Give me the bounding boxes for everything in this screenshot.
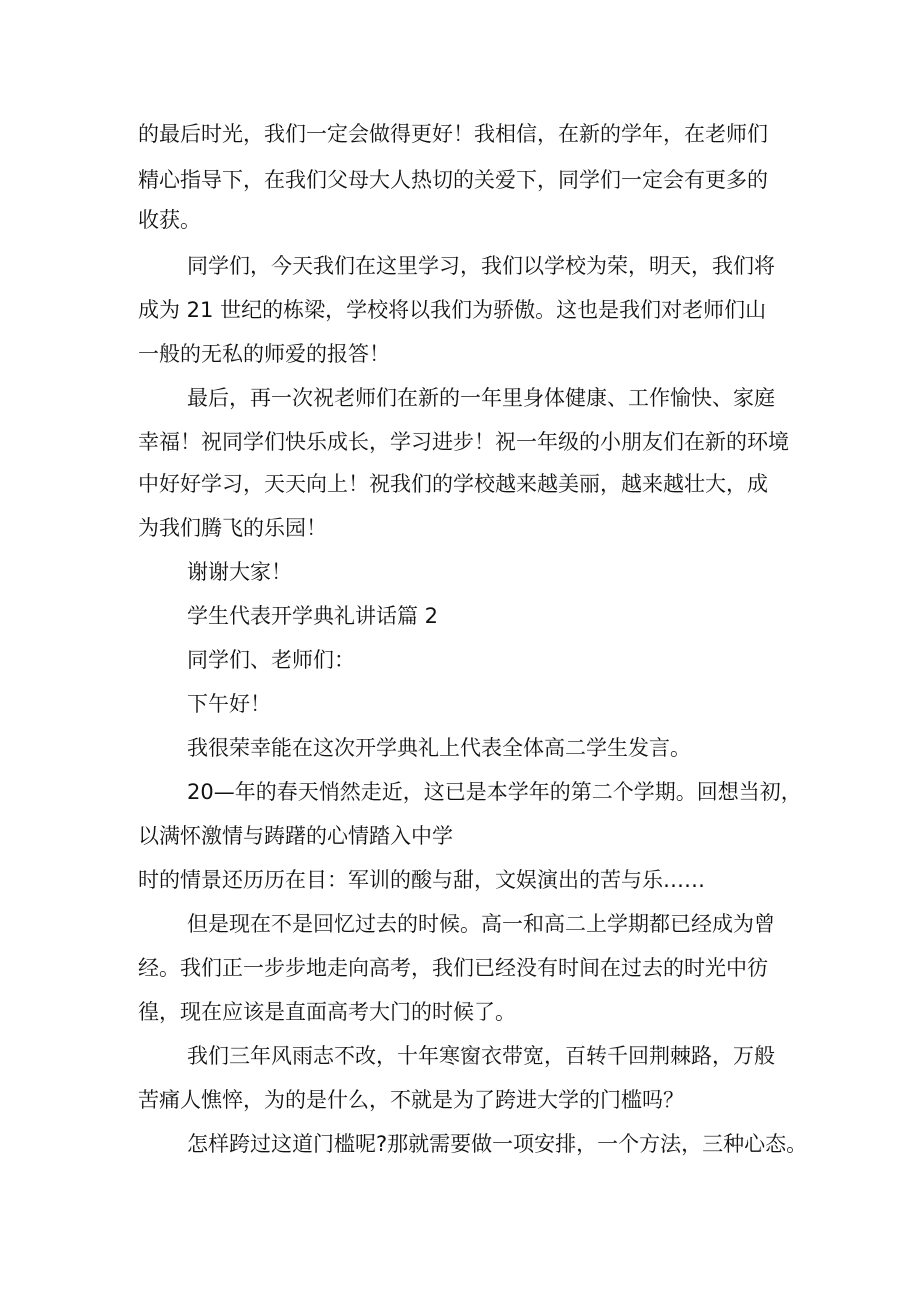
text-line: 收获。 [138,208,201,232]
text-line: 中好好学习，天天向上！祝我们的学校越来越美丽，越来越壮大，成 [138,472,768,496]
section-title: 学生代表开学典礼讲话篇 2 [187,604,439,628]
text-line: 幸福！祝同学们快乐成长，学习进步！祝一年级的小朋友们在新的环境 [138,430,789,454]
text-line: 成为 21 世纪的栋梁，学校将以我们为骄傲。这也是我们对老师们山 [138,298,767,322]
closing-thanks: 谢谢大家！ [187,560,292,584]
text-line: 苦痛人憔悴，为的是什么，不就是为了跨进大学的门槛吗？ [138,1088,684,1112]
paragraph-first-line: 我们三年风雨志不改，十年寒窗衣带宽，百转千回荆棘路，万般 [187,1044,775,1068]
text-line: 时的情景还历历在目：军训的酸与甜，文娱演出的苦与乐…… [138,868,705,892]
text-line: 经。我们正一步步地走向高考，我们已经没有时间在过去的时光中彷 [138,956,768,980]
paragraph-first-line: 最后，再一次祝老师们在新的一年里身体健康、工作愉快、家庭 [187,386,775,410]
paragraph-first-line: 怎样跨过这道门槛呢?那就需要做一项安排，一个方法，三种心态。 [187,1132,808,1156]
paragraph-first-line: 同学们，今天我们在这里学习，我们以学校为荣，明天，我们将 [187,254,775,278]
salutation: 同学们、老师们： [187,648,355,672]
paragraph-first-line: 20—年的春天悄然走近，这已是本学年的第二个学期。回想当初， [187,780,802,804]
greeting: 下午好！ [187,692,271,716]
text-line: 以满怀激情与踌躇的心情踏入中学 [138,824,453,848]
text-line: 为我们腾飞的乐园！ [138,516,327,540]
paragraph-first-line: 我很荣幸能在这次开学典礼上代表全体高二学生发言。 [187,736,691,760]
paragraph-first-line: 但是现在不是回忆过去的时候。高一和高二上学期都已经成为曾 [187,912,775,936]
text-line: 的最后时光，我们一定会做得更好！我相信，在新的学年，在老师们 [138,122,768,146]
text-line: 精心指导下，在我们父母大人热切的关爱下，同学们一定会有更多的 [138,168,768,192]
text-line: 一般的无私的师爱的报答！ [138,342,390,366]
text-line: 徨，现在应该是直面高考大门的时候了。 [138,1000,516,1024]
